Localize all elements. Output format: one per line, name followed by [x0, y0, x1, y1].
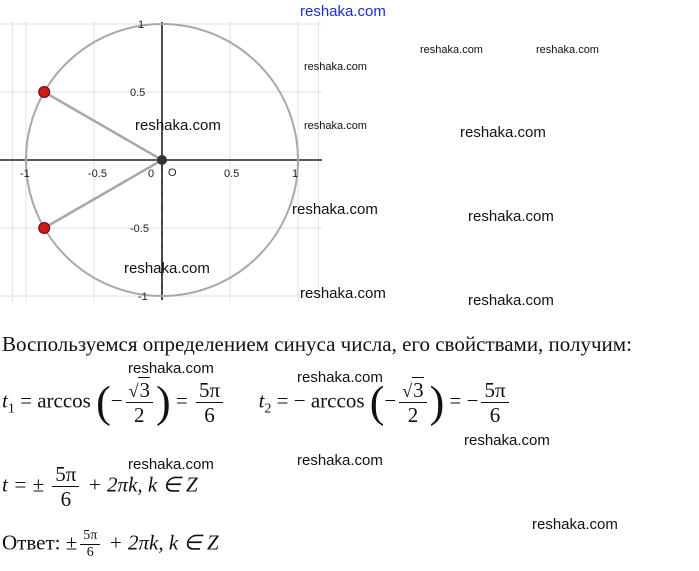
fraction-5pi-6: $\frac{5\pi}{6}$	[481, 378, 508, 427]
unit-circle-point	[39, 87, 50, 98]
t1-sub: 1	[7, 401, 15, 417]
intro-text: Воспользуемся определением синуса числа, его свойствами, получим:	[2, 332, 632, 356]
watermark: reshaka.com	[460, 124, 546, 141]
equals: =	[449, 388, 462, 413]
general-lhs: t = ±	[2, 472, 45, 497]
watermark: reshaka.com	[304, 61, 367, 73]
minus: −	[384, 388, 397, 413]
watermark: reshaka.com	[128, 360, 214, 377]
answer-rhs: + 2πk, k ∈ Z	[108, 530, 219, 555]
watermark: reshaka.com	[124, 260, 210, 277]
x-tick-label: -1	[20, 168, 30, 180]
watermark: reshaka.com	[468, 292, 554, 309]
y-tick-label: -1	[138, 291, 148, 303]
x-tick-label: 0.5	[224, 168, 240, 180]
watermark: reshaka.com	[297, 452, 383, 469]
watermark: reshaka.com	[297, 369, 383, 386]
general-rhs: + 2πk, k ∈ Z	[87, 472, 198, 497]
t1-var: t	[2, 388, 8, 413]
watermark: reshaka.com	[135, 117, 221, 134]
unit-circle-point	[39, 223, 50, 234]
watermark: reshaka.com	[468, 208, 554, 225]
minus: −	[466, 388, 479, 413]
den: 2	[134, 403, 145, 428]
watermark: reshaka.com	[128, 456, 214, 473]
origin-label: O	[168, 167, 177, 179]
fraction-5pi-6: $\frac{5\pi}{6}$	[196, 378, 223, 427]
y-tick-label: 0.5	[130, 87, 146, 99]
fraction-5pi-6: $\frac{5\pi}{6}$	[80, 528, 100, 561]
t2-sub: 2	[264, 401, 272, 417]
watermark: reshaka.com	[464, 432, 550, 449]
watermark-top: reshaka.com	[300, 3, 386, 20]
equals: =	[175, 388, 188, 413]
minus: −	[110, 388, 123, 413]
x-tick-label: 1	[292, 168, 299, 180]
answer-pm: ±	[65, 530, 78, 555]
fraction-5pi-6: $\frac{5\pi}{6}$	[52, 462, 79, 511]
minus-arccos: − arccos	[293, 388, 365, 413]
arccos: arccos	[37, 388, 91, 413]
paren-close: )	[429, 377, 445, 427]
fraction-sqrt3-2: $\frac{√3}{2}$	[399, 378, 426, 427]
y-tick-label: -0.5	[130, 223, 149, 235]
x-tick-label: -0.5	[88, 168, 107, 180]
watermark: reshaka.com	[304, 120, 367, 132]
general-solution	[2, 462, 198, 511]
paren-open: (	[369, 377, 385, 427]
x-tick-label: 0	[148, 168, 155, 180]
equals: =	[276, 388, 289, 413]
equation-t1-t2	[2, 378, 512, 427]
answer-label: Ответ:	[2, 530, 61, 555]
watermark: reshaka.com	[300, 285, 386, 302]
equals: =	[20, 388, 32, 413]
fraction-sqrt3-2: $\frac{√3}{2}$	[126, 378, 153, 427]
t2-var: t	[258, 388, 265, 413]
paren-close: )	[155, 377, 171, 427]
origin-point	[157, 155, 167, 165]
y-tick-label: 1	[138, 19, 145, 31]
sqrt-num: 3	[139, 378, 150, 402]
answer	[2, 528, 219, 561]
watermark: reshaka.com	[420, 44, 483, 56]
watermark: reshaka.com	[292, 201, 378, 218]
watermark: reshaka.com	[532, 516, 618, 533]
paren-open: (	[96, 377, 111, 427]
watermark: reshaka.com	[536, 44, 599, 56]
